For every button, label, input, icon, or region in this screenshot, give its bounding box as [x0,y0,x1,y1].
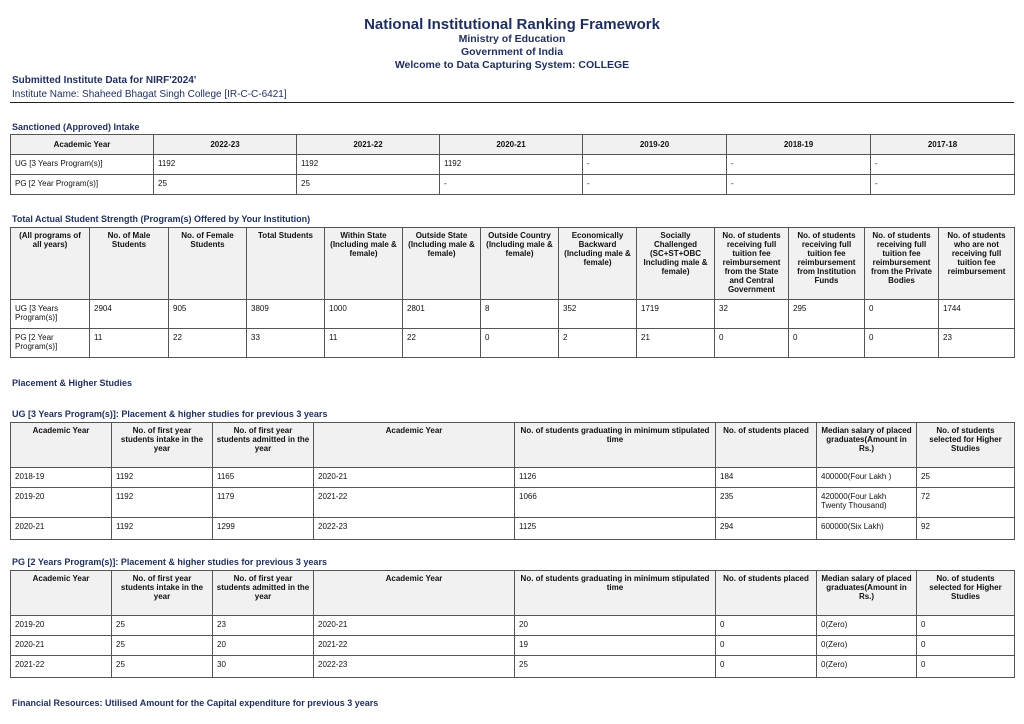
table-cell: UG [3 Years Program(s)] [11,300,90,329]
strength-section-title: Total Actual Student Strength (Program(s) Offered by Your Institution) [12,214,311,224]
table-cell: 1192 [112,488,213,518]
pg-placement-table [10,570,1015,678]
table-cell: - [440,175,583,195]
strength-header-cell: No. of Male Students [90,228,169,300]
intake-header-cell: 2019-20 [583,135,727,155]
table-cell: 20 [213,636,314,656]
table-cell: 2021-22 [314,636,515,656]
table-row [11,329,1015,358]
table-cell: 2020-21 [314,616,515,636]
table-cell: 2022-23 [314,518,515,540]
table-cell: 2019-20 [11,488,112,518]
table-cell: 72 [917,488,1015,518]
table-cell: 2801 [403,300,481,329]
table-row [11,175,1015,195]
intake-header-cell: 2017-18 [871,135,1015,155]
table-cell: 1192 [440,155,583,175]
submitted-title: Submitted Institute Data for NIRF'2024' [12,75,197,86]
table-cell: PG [2 Year Program(s)] [11,329,90,358]
intake-header-cell: Academic Year [11,135,154,155]
table-cell: 1192 [154,155,297,175]
placement-header-cell: No. of students selected for Higher Studies [917,571,1015,616]
table-cell: 2 [559,329,637,358]
table-cell: - [871,155,1015,175]
table-cell: 23 [939,329,1015,358]
table-cell: 25 [297,175,440,195]
table-cell: 1179 [213,488,314,518]
table-cell: 20 [515,616,716,636]
table-cell: 30 [213,656,314,678]
table-row [11,300,1015,329]
placement-header-cell: No. of students graduating in minimum stipulated time [515,571,716,616]
table-cell: 2904 [90,300,169,329]
table-cell: 2020-21 [11,636,112,656]
placement-section-title: Placement & Higher Studies [12,378,133,388]
table-cell: 0(Zero) [817,636,917,656]
table-cell: 2019-20 [11,616,112,636]
ug-placement-title: UG [3 Years Program(s)]: Placement & higher studies for previous 3 years [12,409,328,419]
strength-table [10,227,1015,358]
table-cell: - [727,155,871,175]
table-cell: 19 [515,636,716,656]
ug-header-row [11,423,1015,468]
page-header [0,16,1024,72]
table-cell: 25 [154,175,297,195]
table-row [11,636,1015,656]
strength-header-cell: No. of students who are not receiving full tuition fee reimbursement [939,228,1015,300]
strength-header-cell: Economically Backward (Including male & female) [559,228,637,300]
table-cell: 1192 [112,518,213,540]
intake-header-cell: 2022-23 [154,135,297,155]
table-cell: 420000(Four Lakh Twenty Thousand) [817,488,917,518]
table-cell: 905 [169,300,247,329]
table-cell: PG [2 Year Program(s)] [11,175,154,195]
table-cell: - [583,175,727,195]
strength-header-cell: No. of students receiving full tuition fee reimbursement from the Private Bodies [865,228,939,300]
intake-table [10,134,1015,195]
table-cell: 11 [90,329,169,358]
intake-header-row [11,135,1015,155]
strength-header-cell: Outside Country (Including male & female) [481,228,559,300]
strength-header-cell: Outside State (Including male & female) [403,228,481,300]
table-cell: 0(Zero) [817,616,917,636]
table-row [11,518,1015,540]
welcome-label: Welcome to Data Capturing System: COLLEGE [394,59,630,71]
table-cell: 22 [403,329,481,358]
table-cell: 2021-22 [314,488,515,518]
placement-header-cell: Median salary of placed graduates(Amount in Rs.) [817,423,917,468]
table-cell: 352 [559,300,637,329]
table-row [11,468,1015,488]
table-cell: 23 [213,616,314,636]
header-divider [10,102,1014,103]
strength-header-row [11,228,1015,300]
table-cell: 0 [716,636,817,656]
table-cell: 2018-19 [11,468,112,488]
table-cell: 0 [715,329,789,358]
table-cell: 8 [481,300,559,329]
institute-name: Institute Name: Shaheed Bhagat Singh College [IR-C-C-6421] [12,89,287,100]
placement-header-cell: No. of first year students intake in the year [112,423,213,468]
ministry-label: Ministry of Education [458,33,566,45]
intake-header-cell: 2021-22 [297,135,440,155]
table-cell: 1125 [515,518,716,540]
table-cell: 0 [865,300,939,329]
placement-header-cell: Academic Year [11,423,112,468]
table-cell: 1000 [325,300,403,329]
pg-header-row [11,571,1015,616]
table-cell: 1744 [939,300,1015,329]
table-cell: 3809 [247,300,325,329]
table-cell: 600000(Six Lakh) [817,518,917,540]
financial-section-title: Financial Resources: Utilised Amount for the Capital expenditure for previous 3 years [12,698,379,708]
table-cell: 0 [716,616,817,636]
table-cell: 0 [789,329,865,358]
strength-header-cell: Within State (Including male & female) [325,228,403,300]
table-cell: 295 [789,300,865,329]
table-cell: 2022-23 [314,656,515,678]
table-cell: 1192 [297,155,440,175]
table-cell: 1066 [515,488,716,518]
strength-header-cell: No. of students receiving full tuition fee reimbursement from Institution Funds [789,228,865,300]
table-cell: 0 [716,656,817,678]
table-cell: 21 [637,329,715,358]
table-row [11,155,1015,175]
table-cell: 0 [917,656,1015,678]
table-cell: 25 [112,616,213,636]
intake-header-cell: 2018-19 [727,135,871,155]
table-cell: 25 [917,468,1015,488]
table-cell: 32 [715,300,789,329]
table-cell: UG [3 Years Program(s)] [11,155,154,175]
table-cell: 0 [917,616,1015,636]
placement-header-cell: Academic Year [11,571,112,616]
table-row [11,656,1015,678]
page-title: National Institutional Ranking Framework [364,16,660,33]
intake-header-cell: 2020-21 [440,135,583,155]
table-cell: 184 [716,468,817,488]
table-cell: 400000(Four Lakh ) [817,468,917,488]
strength-header-cell: No. of students receiving full tuition fee reimbursement from the State and Central Government [715,228,789,300]
placement-header-cell: Academic Year [314,571,515,616]
table-cell: - [871,175,1015,195]
table-cell: 1165 [213,468,314,488]
placement-header-cell: No. of students placed [716,571,817,616]
table-cell: 1192 [112,468,213,488]
strength-header-cell: (All programs of all years) [11,228,90,300]
table-cell: - [583,155,727,175]
table-cell: 0(Zero) [817,656,917,678]
table-cell: 2020-21 [314,468,515,488]
table-cell: 2020-21 [11,518,112,540]
table-cell: 0 [865,329,939,358]
table-cell: 1719 [637,300,715,329]
table-cell: 25 [112,636,213,656]
intake-section-title: Sanctioned (Approved) Intake [12,122,140,132]
table-cell: 11 [325,329,403,358]
table-cell: 1126 [515,468,716,488]
table-cell: 235 [716,488,817,518]
table-cell: 25 [112,656,213,678]
placement-header-cell: Academic Year [314,423,515,468]
table-cell: 1299 [213,518,314,540]
strength-header-cell: Socially Challenged (SC+ST+OBC Including male & female) [637,228,715,300]
table-cell: 2021-22 [11,656,112,678]
table-cell: 0 [481,329,559,358]
table-cell: 92 [917,518,1015,540]
government-label: Government of India [460,46,564,58]
table-cell: 0 [917,636,1015,656]
placement-header-cell: No. of first year students admitted in the year [213,423,314,468]
ug-placement-table [10,422,1015,540]
table-cell: - [727,175,871,195]
pg-placement-title: PG [2 Years Program(s)]: Placement & higher studies for previous 3 years [12,557,327,567]
placement-header-cell: No. of students selected for Higher Studies [917,423,1015,468]
placement-header-cell: No. of first year students admitted in the year [213,571,314,616]
table-cell: 294 [716,518,817,540]
table-row [11,616,1015,636]
table-cell: 22 [169,329,247,358]
strength-header-cell: No. of Female Students [169,228,247,300]
table-cell: 33 [247,329,325,358]
placement-header-cell: No. of first year students intake in the year [112,571,213,616]
table-row [11,488,1015,518]
table-cell: 25 [515,656,716,678]
placement-header-cell: Median salary of placed graduates(Amount in Rs.) [817,571,917,616]
strength-header-cell: Total Students [247,228,325,300]
placement-header-cell: No. of students placed [716,423,817,468]
placement-header-cell: No. of students graduating in minimum stipulated time [515,423,716,468]
